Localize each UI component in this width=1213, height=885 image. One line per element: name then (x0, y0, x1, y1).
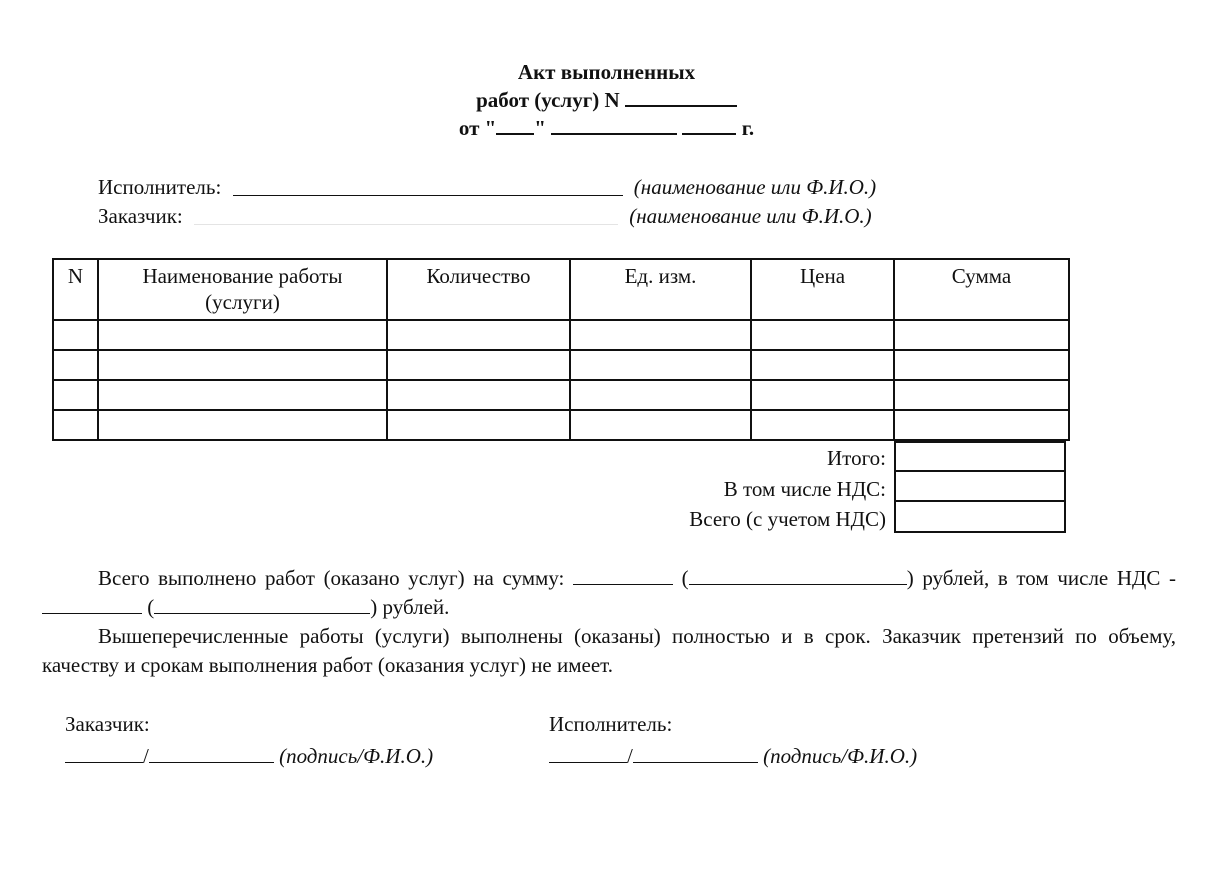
cell-sum[interactable] (894, 410, 1069, 440)
customer-field[interactable] (194, 223, 618, 225)
vat-label: В том числе НДС: (723, 476, 886, 501)
title-date-year-suffix: г. (741, 116, 755, 140)
executor-fio-field[interactable] (633, 744, 758, 763)
summary-amount-paragraph: Всего выполнено работ (оказано услуг) на сумму: ( ) рублей, в том числе НДС - ( ) рублей. (42, 564, 1176, 622)
cell-price[interactable] (751, 380, 894, 410)
summary-text-a: Всего выполнено работ (оказано услуг) на сумму: (98, 566, 565, 590)
cell-n[interactable] (53, 320, 98, 350)
column-header-sum: Сумма (894, 259, 1069, 320)
customer-signature-field[interactable] (65, 744, 143, 763)
executor-signature-field[interactable] (549, 744, 627, 763)
table-row (53, 410, 1069, 440)
table-row (53, 350, 1069, 380)
customer-signature-label: Заказчик: (65, 712, 150, 736)
column-header-unit: Ед. изм. (570, 259, 751, 320)
totals-section (600, 441, 1066, 533)
totals-row-vat (600, 472, 1066, 503)
cell-price[interactable] (751, 320, 894, 350)
cell-sum[interactable] (894, 380, 1069, 410)
totals-row-subtotal (600, 441, 1066, 472)
cell-quantity[interactable] (387, 320, 570, 350)
customer-fio-field[interactable] (149, 744, 274, 763)
acceptance-paragraph (42, 622, 1176, 680)
summary-text-c: рублей. (382, 595, 450, 619)
subtotal-field[interactable] (894, 441, 1066, 472)
cell-n[interactable] (53, 410, 98, 440)
vat-field[interactable] (894, 472, 1066, 503)
cell-unit[interactable] (570, 320, 751, 350)
executor-row (98, 173, 876, 201)
vat-words-field[interactable] (154, 595, 370, 614)
column-header-name: Наименование работы (услуги) (98, 259, 387, 320)
cell-unit[interactable] (570, 410, 751, 440)
executor-signature-block: Исполнитель: / (подпись/Ф.И.О.) (549, 708, 917, 772)
column-header-price: Цена (751, 259, 894, 320)
customer-signature-block: Заказчик: / (подпись/Ф.И.О.) (65, 708, 433, 772)
act-number-field[interactable] (625, 87, 737, 107)
table-header-row (53, 259, 1069, 320)
subtotal-label: Итого: (827, 446, 886, 470)
customer-signature-hint: (подпись/Ф.И.О.) (279, 744, 434, 768)
customer-label: Заказчик: (98, 204, 183, 228)
customer-row (98, 202, 872, 230)
cell-quantity[interactable] (387, 410, 570, 440)
cell-quantity[interactable] (387, 350, 570, 380)
column-header-quantity: Количество (387, 259, 570, 320)
customer-hint: (наименование или Ф.И.О.) (629, 204, 872, 228)
date-day-field[interactable] (496, 115, 534, 135)
cell-n[interactable] (53, 350, 98, 380)
amount-words-field[interactable] (689, 566, 907, 585)
total-field[interactable] (894, 502, 1066, 533)
title-date-prefix: от " (458, 116, 497, 140)
executor-field[interactable] (233, 194, 623, 196)
title-date-quote: " (534, 116, 546, 140)
cell-name[interactable] (98, 410, 387, 440)
date-month-field[interactable] (551, 115, 677, 135)
date-year-field[interactable] (682, 115, 736, 135)
document-title (0, 58, 1213, 142)
vat-amount-field[interactable] (42, 595, 142, 614)
cell-unit[interactable] (570, 350, 751, 380)
executor-signature-label: Исполнитель: (549, 712, 673, 736)
acceptance-text: Вышеперечисленные работы (услуги) выполнены (оказаны) полностью и в срок. Заказчик претензий по объему, качеству и срокам выполнения работ (оказания услуг) не имеет. (42, 624, 1176, 677)
executor-hint: (наименование или Ф.И.О.) (633, 175, 877, 199)
table-row (53, 380, 1069, 410)
cell-sum[interactable] (894, 350, 1069, 380)
cell-name[interactable] (98, 350, 387, 380)
cell-quantity[interactable] (387, 380, 570, 410)
cell-unit[interactable] (570, 380, 751, 410)
table-row (53, 320, 1069, 350)
executor-signature-hint: (подпись/Ф.И.О.) (763, 744, 918, 768)
cell-price[interactable] (751, 410, 894, 440)
column-header-n: N (53, 259, 98, 320)
cell-name[interactable] (98, 320, 387, 350)
cell-n[interactable] (53, 380, 98, 410)
title-line-1: Акт выполненных (517, 60, 696, 84)
title-line-2 (0, 86, 1213, 114)
title-act-number-label: работ (услуг) N (476, 88, 620, 112)
amount-field[interactable] (573, 566, 673, 585)
executor-label: Исполнитель: (98, 175, 222, 199)
cell-sum[interactable] (894, 320, 1069, 350)
summary-text-b: рублей, в том числе НДС - (922, 566, 1177, 590)
cell-price[interactable] (751, 350, 894, 380)
items-table (52, 258, 1070, 441)
totals-row-total (600, 502, 1066, 533)
title-line-3 (0, 114, 1213, 142)
cell-name[interactable] (98, 380, 387, 410)
total-label: Всего (с учетом НДС) (689, 507, 886, 531)
